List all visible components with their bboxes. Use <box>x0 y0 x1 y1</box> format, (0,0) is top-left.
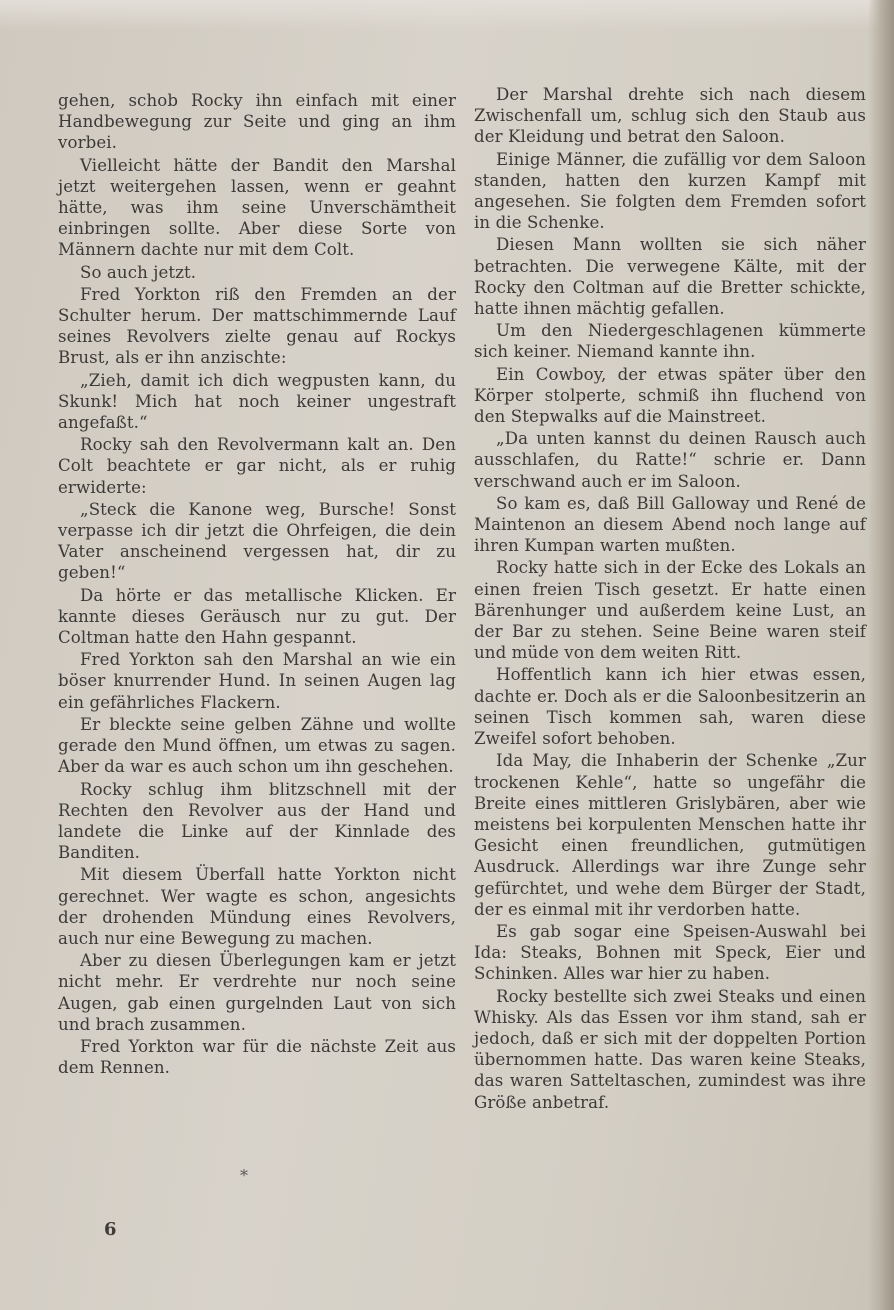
paragraph: „Da unten kannst du deinen Rausch auch ausschlafen, du Ratte!“ schrie er. Dann verschwand auch er im Saloon. <box>474 429 866 491</box>
paragraph: Er bleckte seine gelben Zähne und wollte gerade den Mund öffnen, um etwas zu sagen. Aber da war es auch schon um ihn geschehen. <box>58 714 456 777</box>
paragraph: Da hörte er das metallische Klicken. Er kannte dieses Geräusch nur zu gut. Der Coltman hatte den Hahn gespannt. <box>58 585 456 648</box>
page-number: 6 <box>104 1219 117 1240</box>
paragraph: gehen, schob Rocky ihn einfach mit einer Handbewegung zur Seite und ging an ihm vorbei. <box>58 91 456 153</box>
paragraph: Um den Niedergeschlagenen kümmerte sich keiner. Niemand kannte ihn. <box>474 321 866 362</box>
paragraph: Fred Yorkton sah den Marshal an wie ein böser knurrender Hund. In seinen Augen lag ein gefährliches Flackern. <box>58 650 456 712</box>
paragraph: Der Marshal drehte sich nach diesem Zwischenfall um, schlug sich den Staub aus der Kleidung und betrat den Saloon. <box>474 85 866 147</box>
paragraph: Rocky sah den Revolvermann kalt an. Den Colt beachtete er gar nicht, als er ruhig erwiderte: <box>58 435 456 497</box>
page-top-shade <box>0 0 894 30</box>
paragraph: So kam es, daß Bill Galloway und René de Maintenon an diesem Abend noch lange auf ihren Kumpan warten mußten. <box>474 493 866 556</box>
page-binding-edge <box>868 0 894 1310</box>
paragraph: Einige Männer, die zufällig vor dem Saloon standen, hatten den kurzen Kampf mit angesehen. Sie folgten dem Fremden sofort in die Schenke. <box>474 149 866 233</box>
paragraph: Vielleicht hätte der Bandit den Marshal jetzt weitergehen lassen, wenn er geahnt hätte, was ihm seine Unverschämtheit einbringen sollte. Aber diese Sorte von Männern dachte nur mit dem Colt. <box>58 155 456 260</box>
left-text-column <box>58 90 456 1078</box>
paragraph: Es gab sogar eine Speisen-Auswahl bei Ida: Steaks, Bohnen mit Speck, Eier und Schinken. Alles war hier zu haben. <box>474 921 866 984</box>
paragraph: Diesen Mann wollten sie sich näher betrachten. Die verwegene Kälte, mit der Rocky den Coltman auf die Bretter schickte, hatte ihnen mächtig gefallen. <box>474 235 866 319</box>
paragraph: Mit diesem Überfall hatte Yorkton nicht gerechnet. Wer wagte es schon, angesichts der drohenden Mündung eines Revolvers, auch nur eine Bewegung zu machen. <box>58 865 456 948</box>
paragraph: Rocky hatte sich in der Ecke des Lokals an einen freien Tisch gesetzt. Er hatte einen Bärenhunger und außerdem keine Lust, an der Bar zu stehen. Seine Beine waren steif und müde von dem weiten Ritt. <box>474 558 866 663</box>
paragraph: Rocky schlug ihm blitzschnell mit der Rechten den Revolver aus der Hand und landete die Linke auf der Kinnlade des Banditen. <box>58 779 456 863</box>
paragraph: Aber zu diesen Überlegungen kam er jetzt nicht mehr. Er verdrehte nur noch seine Augen, gab einen gurgelnden Laut von sich und brach zusammen. <box>58 951 456 1034</box>
section-separator: * <box>240 1166 248 1185</box>
right-text-column <box>474 84 866 1113</box>
paragraph: Ida May, die Inhaberin der Schenke „Zur trockenen Kehle“, hatte so ungefähr die Breite eines mittleren Grislybären, aber wie meistens bei korpulenten Menschen hatte ihr Gesicht einen freundlichen, gutmütigen Ausdruck. Allerdings war ihre Zunge sehr gefürchtet, und wehe dem Bürger der Stadt, der es einmal mit ihr verdorben hatte. <box>474 751 866 919</box>
paragraph: Fred Yorkton riß den Fremden an der Schulter herum. Der mattschimmernde Lauf seines Revolvers zielte genau auf Rockys Brust, als er ihn anzischte: <box>58 284 456 368</box>
paragraph: „Zieh, damit ich dich wegpusten kann, du Skunk! Mich hat noch keiner ungestraft angefaßt.“ <box>58 370 456 433</box>
paragraph: So auch jetzt. <box>80 262 197 282</box>
paragraph: „Steck die Kanone weg, Bursche! Sonst verpasse ich dir jetzt die Ohrfeigen, die dein Vater anscheinend vergessen hat, dir zu geben!“ <box>58 499 456 583</box>
paragraph: Fred Yorkton war für die nächste Zeit aus dem Rennen. <box>58 1036 456 1078</box>
paragraph: Hoffentlich kann ich hier etwas essen, dachte er. Doch als er die Saloonbesitzerin an seinen Tisch kommen sah, waren diese Zweifel sofort behoben. <box>474 665 866 749</box>
paragraph: Rocky bestellte sich zwei Steaks und einen Whisky. Als das Essen vor ihm stand, sah er jedoch, daß er sich mit der doppelten Portion übernommen hatte. Das waren keine Steaks, das waren Satteltaschen, zumindest was ihre Größe anbetraf. <box>474 986 866 1112</box>
paragraph: Ein Cowboy, der etwas später über den Körper stolperte, schmiß ihn fluchend von den Stepwalks auf die Mainstreet. <box>474 364 866 427</box>
